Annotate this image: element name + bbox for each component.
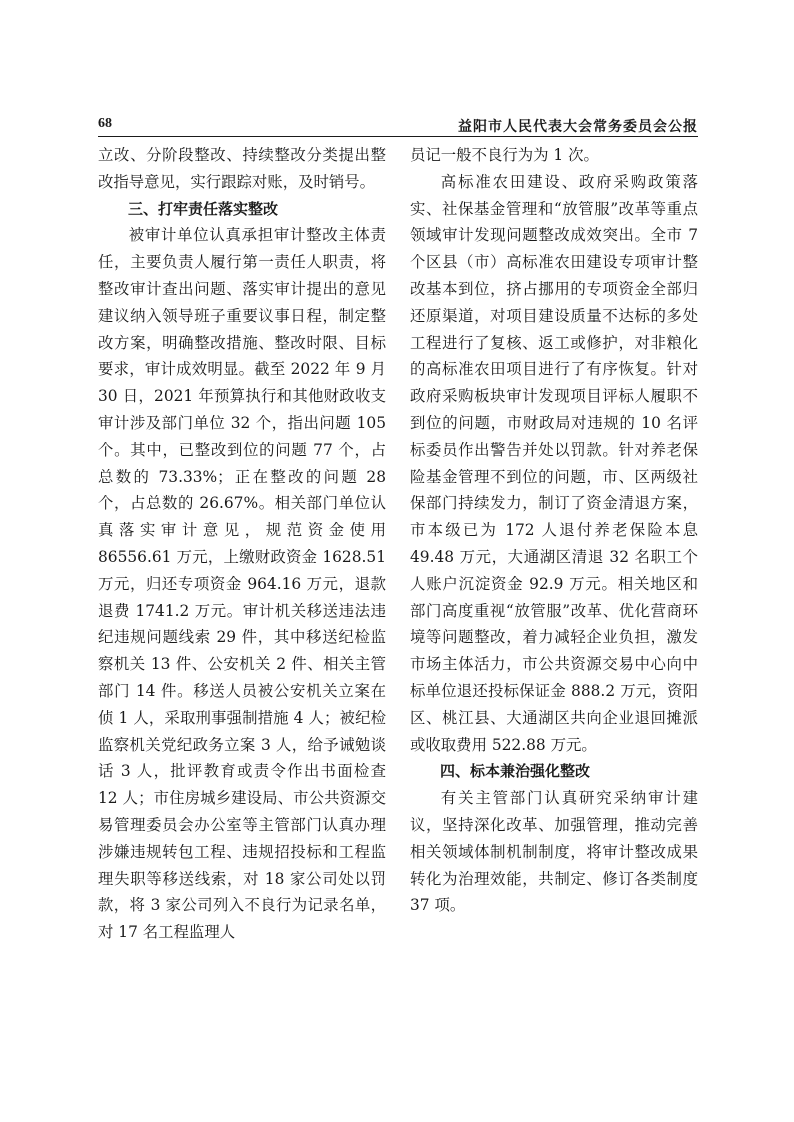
right-column bbox=[410, 142, 698, 919]
body-paragraph: 有关主管部门认真研究采纳审计建议，坚持深化改革、加强管理，推动完善相关领域体制机制制度，将审计整改成果转化为治理效能，共制定、修订各类制度 37 项。 bbox=[410, 789, 698, 915]
publication-title: 益阳市人民代表大会常务委员会公报 bbox=[458, 119, 698, 135]
page-header bbox=[98, 116, 698, 138]
continuation-paragraph: 员记一般不良行为为 1 次。 bbox=[410, 146, 599, 164]
section-heading: 三、打牢责任落实整改 bbox=[128, 199, 279, 218]
body-paragraph: 高标准农田建设、政府采购政策落实、社保基金管理和“放管服”改革等重点领域审计发现问题整改成效突出。全市 7 个区县（市）高标准农田建设专项审计整改基本到位，挤占挪用的专项资金全部归还原渠道，对项目建设质量不达标的多处工程进行了复核、返工或修护，对非粮化的高标准农田项目进行了有序恢复。针对政府采购板块审计发现项目评标人履职不到位的问题，市财政局对违规的 10 名评标委员作出警告并处以罚款。针对养老保险基金管理不到位的问题，市、区两级社保部门持续发力，制订了资金清退方案，市本级已为 172 人退付养老保险本息 49.48 万元，大通湖区清退 32 名职工个人账户沉淀资金 92.9 万元。相关地区和部门高度重视“放管服”改革、优化营商环境等问题整改，着力减轻企业负担，激发市场主体活力，市公共资源交易中心向中标单位退还投标保证金 888.2 万元，资阳区、桃江县、大通湖区共向企业退回摊派或收取费用 522.88 万元。 bbox=[410, 172, 698, 754]
page-number: 68 bbox=[98, 116, 112, 131]
continuation-paragraph: 立改、分阶段整改、持续整改分类提出整改指导意见，实行跟踪对账，及时销号。 bbox=[98, 146, 386, 191]
section-heading: 四、标本兼治强化整改 bbox=[440, 762, 591, 781]
left-column bbox=[98, 142, 386, 946]
header-rule bbox=[98, 136, 698, 137]
body-paragraph: 被审计单位认真承担审计整改主体责任，主要负责人履行第一责任人职责，将整改审计查出问题、落实审计提出的意见建议纳入领导班子重要议事日程，制定整改方案，明确整改措施、整改时限、目标要求，审计成效明显。截至 2022 年 9 月 30 日，2021 年预算执行和其他财政收支审计涉及部门单位 32 个，指出问题 105 个。其中，已整改到位的问题 77 个，占总数的 73.33%；正在整改的问题 28 个，占总数的 26.67%。相关部门单位认真落实审计意见，规范资金使用 86556.61 万元，上缴财政资金 1628.51 万元，归还专项资金 964.16 万元，退款退费 1741.2 万元。审计机关移送违法违纪违规问题线索 29 件，其中移送纪检监察机关 13 件、公安机关 2 件、相关主管部门 14 件。移送人员被公安机关立案在侦 1 人，采取刑事强制措施 4 人；被纪检监察机关党纪政务立案 3 人，给予诫勉谈话 3 人，批评教育或责令作出书面检查 12 人；市住房城乡建设局、市公共资源交易管理委员会办公室等主管部门认真办理涉嫌违规转包工程、违规招投标和工程监理失职等移送线索，对 18 家公司处以罚款，将 3 家公司列入不良行为记录名单，对 17 名工程监理人 bbox=[98, 226, 386, 942]
